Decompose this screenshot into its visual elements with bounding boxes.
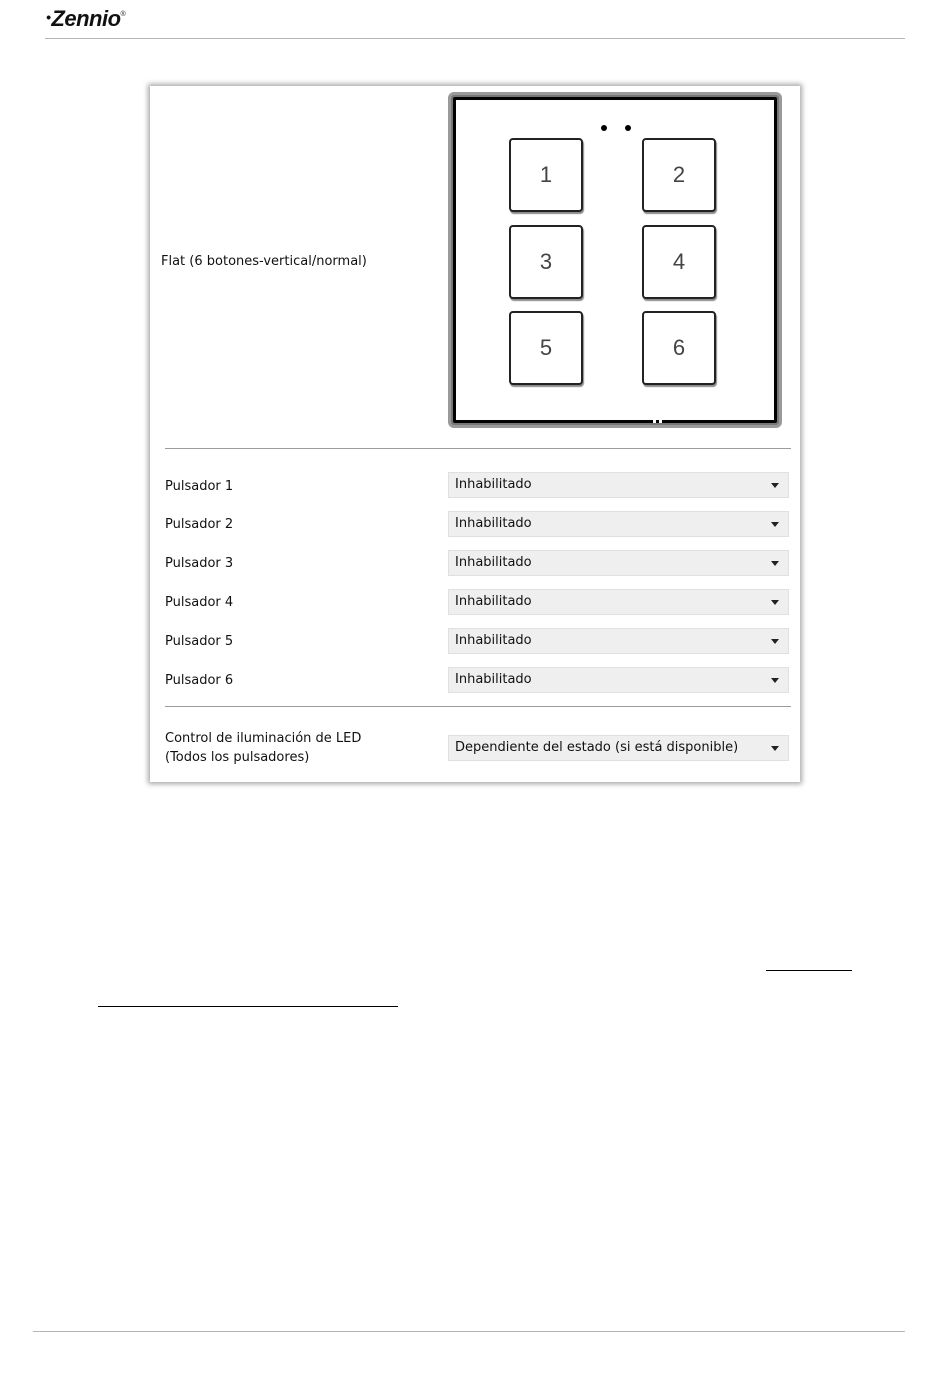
chevron-down-icon <box>771 561 779 566</box>
link-underline-2 <box>98 1006 398 1007</box>
device-notch-left <box>653 416 656 423</box>
chevron-down-icon <box>771 746 779 751</box>
pulsador-3-value: Inhabilitado <box>455 555 532 570</box>
pulsador-5-value: Inhabilitado <box>455 633 532 648</box>
footer-divider <box>33 1331 905 1332</box>
chevron-down-icon <box>771 678 779 683</box>
device-button-3[interactable]: 3 <box>509 225 583 299</box>
link-underline-1 <box>766 970 852 971</box>
pulsador-3-label: Pulsador 3 <box>165 556 234 571</box>
pulsador-5-label: Pulsador 5 <box>165 634 234 649</box>
status-led-left <box>601 125 607 131</box>
pulsador-1-value: Inhabilitado <box>455 477 532 492</box>
logo-dot: • <box>46 9 51 25</box>
led-control-select[interactable] <box>448 735 789 761</box>
pulsador-6-label: Pulsador 6 <box>165 673 234 688</box>
device-button-2[interactable]: 2 <box>642 138 716 212</box>
section-divider-top <box>165 448 791 449</box>
device-button-5[interactable]: 5 <box>509 311 583 385</box>
pulsador-6-value: Inhabilitado <box>455 672 532 687</box>
device-button-1[interactable]: 1 <box>509 138 583 212</box>
device-button-6[interactable]: 6 <box>642 311 716 385</box>
pulsador-2-select[interactable] <box>448 511 789 537</box>
device-button-4[interactable]: 4 <box>642 225 716 299</box>
logo-text: Zennio <box>51 6 121 31</box>
logo-registered-mark: ® <box>120 11 126 18</box>
chevron-down-icon <box>771 522 779 527</box>
pulsador-4-value: Inhabilitado <box>455 594 532 609</box>
led-control-sublabel: (Todos los pulsadores) <box>165 750 310 765</box>
header-divider <box>45 38 905 39</box>
pulsador-2-value: Inhabilitado <box>455 516 532 531</box>
pulsador-4-select[interactable] <box>448 589 789 615</box>
chevron-down-icon <box>771 639 779 644</box>
pulsador-6-select[interactable] <box>448 667 789 693</box>
pulsador-2-label: Pulsador 2 <box>165 517 234 532</box>
led-control-label: Control de iluminación de LED <box>165 731 362 746</box>
device-preview <box>448 92 782 428</box>
status-led-right <box>625 125 631 131</box>
pulsador-1-select[interactable] <box>448 472 789 498</box>
pulsador-3-select[interactable] <box>448 550 789 576</box>
section-divider-bottom <box>165 706 791 707</box>
chevron-down-icon <box>771 483 779 488</box>
pulsador-5-select[interactable] <box>448 628 789 654</box>
parameters-panel <box>150 86 800 782</box>
model-label: Flat (6 botones-vertical/normal) <box>161 254 367 269</box>
pulsador-1-label: Pulsador 1 <box>165 479 234 494</box>
device-face <box>453 97 777 423</box>
pulsador-4-label: Pulsador 4 <box>165 595 234 610</box>
zennio-logo <box>46 6 125 32</box>
led-control-value: Dependiente del estado (si está disponible) <box>455 740 739 755</box>
chevron-down-icon <box>771 600 779 605</box>
device-notch-right <box>659 416 662 423</box>
